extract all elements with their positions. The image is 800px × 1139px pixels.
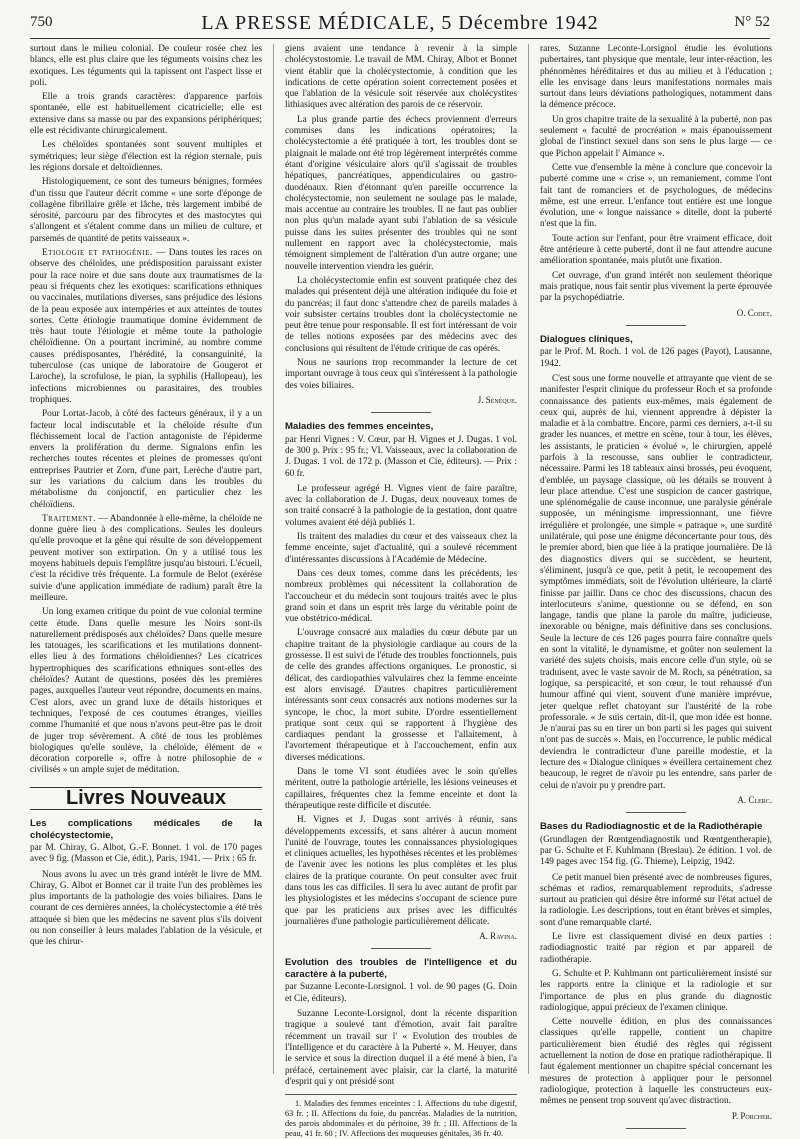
- column-2: [285, 44, 517, 1139]
- paragraph: Cette nouvelle édition, en plus des connaissances classiques qu'elle rappelle, contient un chapitre particulièrement bien étudié des règles qui régissent actuellement la notion de dose en pratique radiothérapique. Il faut également mentionner un chapitre spécial concernant les mesures de protection à appliquer pour le personnel radiologique, protection à laquelle les constructeurs eux-mêmes ne pensent trop souvent qu'avec distraction.: [540, 1017, 772, 1107]
- paragraph: Ils traitent des maladies du cœur et des vaisseaux chez la femme enceinte, sujet d'actualité, qui a soulevé récemment d'intéressantes discussions à l'Académie de Médecine.: [285, 532, 517, 565]
- run-in-heading: Etiologie et pathogénie.: [42, 248, 153, 259]
- paragraph: Les chéloïdes spontanées sont souvent multiples et symétriques; leur siège d'élection est la région sternale, puis les régions dorsale et deltoïdiennes.: [30, 140, 262, 173]
- book-meta: par Suzanne Leconte-Lorsignol. 1 vol. de 90 pages (G. Doin et Cie, éditeurs).: [285, 982, 517, 1004]
- book-title: Dialogues cliniques,: [540, 333, 633, 345]
- footnote: [285, 1094, 517, 1139]
- book-title: Maladies des femmes enceintes,: [285, 421, 434, 433]
- book-meta: (Grundlagen der Rœntgendiagnostik und Rœntgentherapie), par G. Schulte et F. Kuhlmann (Breslau). 2e édition. 1 vol. de 149 pages avec 154 fig. (G. Thieme), Leipzig, 1942.: [540, 834, 772, 868]
- paragraph: La cholécystectomie enfin est souvent pratiquée chez des malades qui présentent déjà une altération indiquée du foie et du pancréas; il faut donc s'attendre chez de pareils malades à voir subsister certains troubles dont la cholécystectomie ne peut être tenue pour responsable. Il est fort intéressant de voir de telles notions exposées par des médecins avec des conclusions qui résultent de l'étude critique de cas opérés.: [285, 275, 517, 354]
- paragraph: Cette vue d'ensemble la mène à conclure que concevoir la puberté comme une « crise », un remaniement, comme l'ont fait tant de romanciers et de psychologues, de médecins même, est une erreur. L'enfance tout entière est une longue évolution, une « longue naissance » ditelle, dont la puberté n'est que la fin.: [540, 162, 772, 230]
- paragraph: Ce petit manuel bien présenté avec de nombreuses figures, schémas et radios, remarquablement reproduits, s'adresse surtout au praticien qui désire être informé sur l'état actuel de la radiologie. Les descriptions, tout en étant brèves et simples, sont d'une remarquable clarté.: [540, 872, 772, 928]
- paragraph-text: — Abandonnée à elle-même, la chéloïde ne donne guère lieu à des complications. Seules les douleurs qu'elle provoque et la gêne qui résulte de son développement peuvent motiver son extirpation. On y a utilisé tous les moyens habituels depuis l'emplâtre jusqu'au bistouri. L'écueil, c'est la récidive très fréquente. La formule de Belot (exérèse suivie d'une application immédiate de radium) paraît être la meilleure.: [30, 513, 262, 603]
- issue-number: N° 52: [734, 14, 770, 30]
- book-title: Bases du Radiodiagnostic et de la Radiothérapie: [540, 821, 763, 833]
- run-in-heading: Traitement.: [42, 513, 96, 524]
- paragraph: Dans le tome VI sont étudiées avec le soin qu'elles méritent, outre la pathologie artérielle, les lésions veineuses et capillaires, fréquentes chez la femme enceinte et dont la thérapeutique reste difficile et discutée.: [285, 767, 517, 811]
- paragraph: Un gros chapitre traite de la sexualité à la puberté, non pas seulement « faculté de procréation » mais épanouissement global de l'instinct sexuel dans son sens le plus large — ce que Pichon appelait l' Aimance ».: [540, 114, 772, 159]
- paragraph: La plus grande partie des échecs proviennent d'erreurs commises dans les indications opératoires; la cholécystectomie a été pratiquée à tort, les troubles dont se plaignait le malade ont été trop légèrement interprétés comme étant d'origine vésiculaire alors qu'il s'agissait de troubles hépatiques, pancréatiques, appendiculaires ou gastro-duodénaux. Rien d'étonnant qu'en pareille occurrence la cholécystectomie, non seulement ne soulage pas le malade, mais accentue au contraire les troubles. Il ne faut pas oublier non plus qu'un malade ayant subi l'ablation de sa vésicule puisse dans les suites présenter des troubles qui ne sont nullement en rapport avec la cholécystectomie, mais témoignent simplement de l'altération d'un autre organe; une nouvelle intervention viendra les guérir.: [285, 114, 517, 272]
- paragraph: G. Schulte et P. Kuhlmann ont particulièrement insisté sur les rapports entre la clinique et la radiologie et sur l'importance de plus en plus grande du diagnostic radiologique, appui précieux de l'examen clinique.: [540, 968, 772, 1013]
- book-title: Les complications médicales de la cholécystectomie,: [30, 818, 262, 841]
- review-signature: P. Porcher.: [540, 1111, 772, 1129]
- paragraph: Suzanne Leconte-Lorsignol, dont la récente disparition tragique a soulevé tant d'émotion, avait fait paraître récemment un travail sur l' « Evolution des troubles de l'Intelligence et du caractère à la Puberté ». M. Heuyer, dans le service et sous la direction duquel il a été mené à bien, l'a préfacé, certainement avec plaisir, car la clarté, la maturité d'esprit qui y ont présidé sont: [285, 1009, 517, 1087]
- paragraph: surtout dans le milieu colonial. De couleur rosée chez les blancs, elle est plus claire que les téguments voisins chez les exotiques. Les téguments qui la tapissent ont l'aspect lisse et poli.: [30, 44, 262, 88]
- paragraph: giens avaient une tendance à revenir à la simple cholécystostomie. Le travail de MM. Chiray, Albot et Bonnet vient établir que la cholécystectomie, à condition que les indications de cette opération soient correctement posées et que l'ablation de la vésicule soit réservée aux cholécystites lithiasiques avec altération des parois de ce réservoir.: [285, 44, 517, 111]
- paragraph: H. Vignes et J. Dugas sont arrivés à réunir, sans développements excessifs, et sans altérer à aucun moment l'unité de l'ouvrage, toutes les connaissances physiologiques et cliniques actuelles, les hypothèses récentes et les problèmes de l'avenir avec les notions les plus complètes et les plus claires de la pratique courante. On peut consulter avec fruit dans tous les cas difficiles. Il sera lu avec autant de profit par les physiologistes et les médecins s'occupant de science pure que par les praticiens aux prises avec les difficultés journalières d'une pathologie particulièrement délicate.: [285, 815, 517, 927]
- review-signature: O. Codet.: [540, 308, 772, 326]
- paragraph: Pour Lortat-Jacob, à côté des facteurs généraux, il y a un facteur local indiscutable et la chéloïde résulte d'un fléchissement local de l'action antagoniste de l'épiderme envers la prolifération du derme. Signalons enfin les recherches toutes récentes et pleines de promesses qu'ont entreprises Pautrier et Zorn, d'une part, Lerèche d'autre part, sur les variations du calcium dans les troubles du métabolisme du conjonctif, en particulier chez les chéloïdiens.: [30, 409, 262, 510]
- paragraph-text: — Dans toutes les races on observe des chéloïdes, une prédisposition paraissant exister pour la race noire et due sans doute aux traumatismes de la peau si fréquents chez les exotiques: scarifications ethniques ou vaccinales, mutilations diverses, sans préjudice des lésions de la peau exposée aux intempéries et aux atteintes de toutes sortes. Cette étiologie traumatique domine évidemment de très haut toute l'étiologie et même toute la pathologie chéloïdienne. On a pourtant incriminé, au nombre comme causes prédisposantes, l'hérédité, la consanguinité, la tuberculose (cas unique de laboratoire de Gougerot et Laroche), la scrofulose, le pian, la syphilis (Hallopeau), les infections microbiennes ou parasitaires, des troubles trophiques.: [30, 248, 262, 405]
- paragraph: Elle a trois grands caractères: d'apparence parfois spontanée, elle est habituellement cicatricielle; elle est extensive dans sa masse ou par des expansions périphériques; elle est récidivante chirurgicalement.: [30, 92, 262, 137]
- section-title: Livres Nouveaux: [30, 787, 262, 810]
- column-1: [30, 44, 262, 1076]
- paragraph: Nous avons lu avec un très grand intérêt le livre de MM. Chiray, G. Albot et Bonnet car il traite l'un des problèmes les plus importants de la pathologie des voies biliaires. Dans le courant de ces dernières années, la cholécystectomie a été très attaquée si bien que les médecins ne savent plus s'ils doivent ou non conseiller à leurs malades l'ablation de la vésicule, et que les chirur-: [30, 869, 262, 948]
- page-header: [30, 14, 770, 39]
- review-signature: J. Sénèque.: [285, 395, 517, 413]
- review-signature: A. Clerc.: [540, 795, 772, 813]
- paragraph: Dans ces deux tomes, comme dans les précédents, les nombreux problèmes qui nécessitent la collaboration de l'accoucheur et du médecin sont toujours traités avec le plus grand soin et dans un esprit très large du véritable point de vue obstétrico-médical.: [285, 568, 517, 625]
- paragraph: rares. Suzanne Leconte-Lorsignol étudie les évolutions pubertaires, tant physique que mentale, leur inter-réaction, les phénomènes héréditaires et dus au milieu et à l'éducation ; elle les envisage dans leurs manifestations normales mais surtout dans leurs déviations pathologiques, notamment dans la démence précoce.: [540, 44, 772, 111]
- paragraph: Toute action sur l'enfant, pour être vraiment efficace, doit être antérieure à cette puberté, dont il ne faut attendre aucune amélioration spontanée, mais plutôt une fixation.: [540, 233, 772, 267]
- page-number: 750: [30, 14, 53, 30]
- paragraph: Histologiquement, ce sont des tumeurs bénignes, formées d'un tissu que l'auteur décrit comme « une sorte d'éponge de collagène fibrillaire grêle et lâche, très largement imbibé de sérosité, parcouru par des fibrocytes et des mastocytes qui s'allongent et s'étalent comme dans un milieu de culture, et parsemés de quantité de petits vaisseaux ».: [30, 177, 262, 244]
- journal-title: LA PRESSE MÉDICALE, 5 Décembre 1942: [201, 12, 599, 34]
- paragraph: Nous ne saurions trop recommander la lecture de cet important ouvrage à tous ceux qui s'intéressent à la pathologie des voies biliaires.: [285, 358, 517, 391]
- footnote-text: 1. Maladies des femmes enceintes : I. Affections du tube digestif, 63 fr. ; II. Affections du foie, du pancréas. Maladies de la nutrition, des parois abdominales et du péritoine, 39 fr. ; III. Affections de la peau, 41 fr. 60 ; IV. Affections des muqueuses génitales, 36 fr. 40.: [285, 1099, 517, 1139]
- paragraph: C'est sous une forme nouvelle et attrayante que vient de se manifester l'esprit clinique du professeur Roch et sa profonde connaissance des patients eux-mêmes, mais également de ceux qui, auprès de lui, viennent apprendre à dépister la maladie et à la combattre. Encore, parmi ces derniers, a-t-il su grader les nuances, et mettre en scène, tour à tour, les élèves, les assistants, le praticien « évolué », le chirurgien, appelé parfois à la rescousse, sans oublier le contradicteur, nécessaire. Parmi les 18 tableaux ainsi brossés, peu évoquent, d'emblée, un paysage classique, où les détails se trouvent à leur place attendue. C'est une suspicion de cancer gastrique, une splénomégalie de cause inconnue, une paralysie générale supposée, un méningisme impressionnant, une fièvre irrégulière et prolongée, une simple « patraque », une surdité unilatérale, qui pose une énigme déconcertante pour tous, dès le premier abord, bien que liée à la pratique journalière. De là des diagnostics divers qui se succèdent, se heurtent, s'éliminent, jusqu'à ce que, petit à petit, le recoupement des symptômes immédiats, soit de l'évolution ultérieure, la clarté finisse par jaillir. Dans ce choc des discussions, chacun des interlocuteurs s'anime, questionne ou se défend, en son langage, tandis que plane la parole du maître, judicieuse, inexorable ou bénigne, mais définitive dans ses conclusions. Seule la lecture de ces 126 pages pourra faire connaître quels en sont la vitalité, le dynamisme, et goûter non seulement la variété des sujets choisis, mais encore celle d'un style, où se traduisent, avec le vaste savoir de M. Roch, sa pénétration, sa logique, sa perspicacité, et son cœur, le tout rehaussé d'un humour affiné qui vient, souvent d'une manière imprévue, jeter quelque reflet chatoyant sur l'austérité de la robe professorale. « Je suis certain, dit-il, que mon idée est bonne. Je n'aurai pas su en tirer un bon parti si les pages qui suivent n'ont pas de succès ». Mais, en l'occurrence, le public médical deviendra le contradicteur d'une pareille modestie, et la lecture des « Dialogue cliniques » éveillera certainement chez beaucoup, le regret de n'avoir pu les entendre, sans parler de celui de n'avoir pu y prendre part.: [540, 373, 772, 791]
- paragraph: [30, 514, 262, 604]
- review-signature: A. Ravina.: [285, 931, 517, 949]
- paragraph: L'ouvrage consacré aux maladies du cœur débute par un chapitre traitant de la physiologie cardiaque au cours de la grossesse. Il est suivi de l'étude des troubles fonctionnels, puis de celle des grandes affections organiques. Le pronostic, si délicat, des cardiopathies valvulaires chez la femme enceinte est alors envisagé. D'autres chapitres particulièrement intéressants sont ceux consacrés aux notions modernes sur la syncope, le choc, la mort subite. D'ordre essentiellement pratique sont ceux qui se rapportent à l'hygiène des cardiaques pendant la grossesse et l'allaitement, à l'avortement thérapeutique et à l'accouchement, enfin aux diverses médications.: [285, 628, 517, 763]
- book-title: Evolution des troubles de l'intelligence et du caractère à la puberté,: [285, 957, 517, 980]
- paragraph: Le professeur agrégé H. Vignes vient de faire paraître, avec la collaboration de J. Dugas, deux nouveaux tomes de son traité consacré à la pathologie de la gestation, dont quatre volumes avaient été déjà publiés 1.: [285, 483, 517, 528]
- paragraph: Le livre est classiquement divisé en deux parties : radiodiagnostic traité par région et par appareil de radiothérapie.: [540, 932, 772, 965]
- column-3: [540, 44, 772, 1121]
- paragraph: [30, 248, 262, 406]
- book-meta: par Henri Vignes : V. Cœur, par H. Vignes et J. Dugas. 1 vol. de 300 p. Prix : 95 fr.; VI. Vaisseaux, avec la collaboration de J. Dugas. 1 vol. de 172 p. (Masson et Cie, éditeurs). — Prix : 60 fr.: [285, 434, 517, 479]
- book-meta: par le Prof. M. Roch. 1 vol. de 126 pages (Payot), Lausanne, 1942.: [540, 347, 772, 369]
- paragraph: Cet ouvrage, d'un grand intérêt non seulement théorique mais pratique, nous fait sentir plus vivement la perte éprouvée par la psychopédiatrie.: [540, 270, 772, 304]
- paragraph: Un long examen critique du point de vue colonial termine cette étude. Dans quelle mesure les Noirs sont-ils naturellement prédisposés aux chéloïdes? Dans quelle mesure les tatouages, les scarifications et les mutilations donnent-elles lieu à des formations chéloïdiennes? Les cicatrices hypertrophiques des scarifications ethniques sont-elles des chéloïdes? Autant de questions, posées dès les premières pages, auxquelles l'auteur veut répondre, documents en mains. C'est alors, avec un grand luxe de détails historiques et techniques, l'exposé de ces coutumes étranges, vieilles comme l'humanité et que nous n'avons peut-être pas le droit de juger trop sévèrement. A côté de tous les problèmes biologiques qu'elle soulève, la chéloïde, élément de « décoration corporelle », offre à notre philosophie de « civilisés » un ample sujet de méditation.: [30, 607, 262, 776]
- book-meta: par M. Chiray, G. Albot, G.-F. Bonnet. 1 vol. de 170 pages avec 9 fig. (Masson et Cie, édit.), Paris, 1941. — Prix : 65 fr.: [30, 843, 262, 865]
